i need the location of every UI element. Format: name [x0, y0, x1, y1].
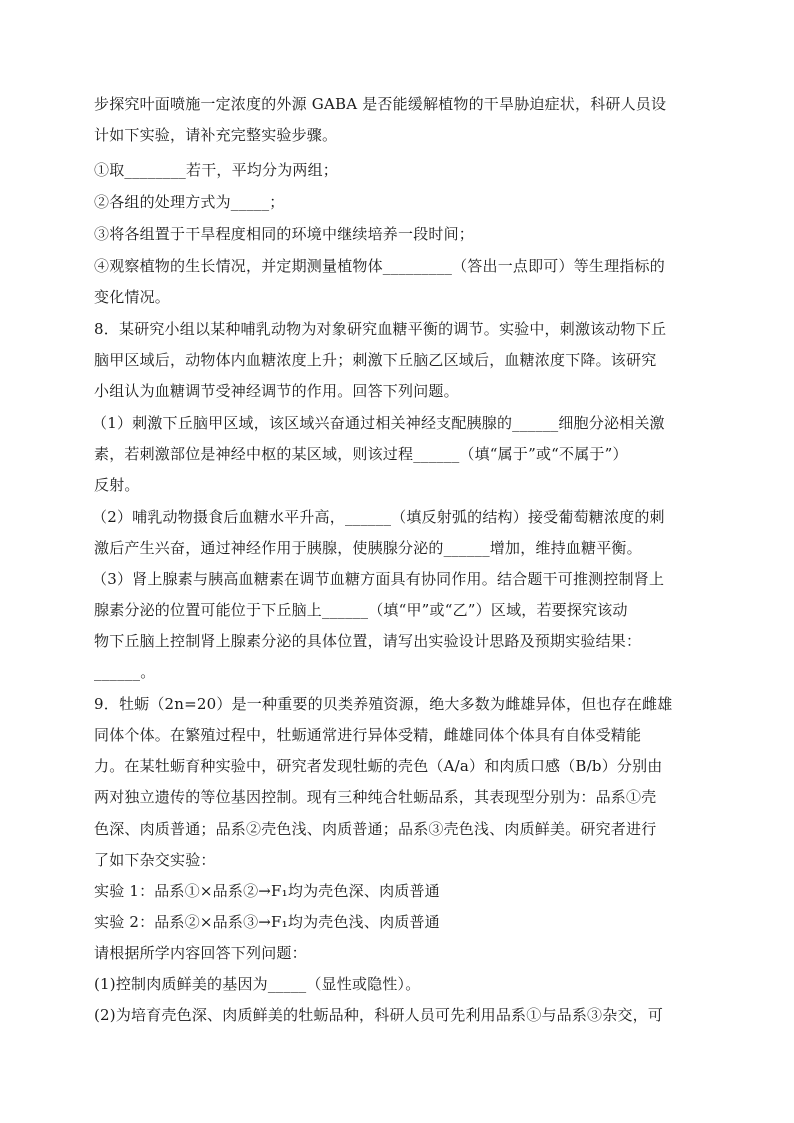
- question-8-part-2-line-1: （2）哺乳动物摄食后血糖水平升高，______（填反射弧的结构）接受葡萄糖浓度的刺: [92, 508, 665, 526]
- question-8-part-2-line-2: 激后产生兴奋，通过神经作用于胰腺，使胰腺分泌的______增加，维持血糖平衡。: [94, 539, 642, 557]
- question-8-line-2: 脑甲区域后，动物体内血糖浓度上升；刺激下丘脑乙区域后，血糖浓度下降。该研究: [94, 351, 657, 369]
- text-line-4: ②各组的处理方式为_____；: [94, 193, 285, 211]
- question-8-part-3-line-4: ______。: [94, 663, 156, 681]
- text-line-2: 计如下实验，请补充完整实验步骤。: [94, 126, 338, 144]
- question-9-part-1: (1)控制肉质鲜美的基因为_____（显性或隐性）。: [94, 975, 421, 993]
- question-9-line-2: 同体个体。在繁殖过程中，牡蛎通常进行异体受精，雌雄同体个体具有自体受精能: [94, 726, 642, 744]
- text-line-5: ③将各组置于干旱程度相同的环境中继续培养一段时间；: [94, 225, 475, 243]
- question-9-part-2: (2)为培育壳色深、肉质鲜美的牡蛎品种，科研人员可先利用品系①与品系③杂交，可: [94, 1006, 664, 1024]
- question-9-line-6: 了如下杂交实验：: [94, 851, 216, 869]
- experiment-2: 实验 2：品系②×品系③→F₁均为壳色浅、肉质普通: [94, 913, 440, 931]
- question-8-part-1-line-1: （1）刺激下丘脑甲区域，该区域兴奋通过相关神经支配胰腺的______细胞分泌相关激: [92, 414, 665, 432]
- question-8-line-1: 8．某研究小组以某种哺乳动物为对象研究血糖平衡的调节。实验中，刺激该动物下丘: [94, 320, 667, 338]
- question-8-part-3-line-3: 物下丘脑上控制肾上腺素分泌的具体位置，请写出实验设计思路及预期实验结果：: [94, 632, 642, 650]
- question-8-part-1-line-3: 反射。: [94, 476, 140, 494]
- text-line-3: ①取________若干，平均分为两组；: [94, 161, 339, 179]
- question-9-prompt: 请根据所学内容回答下列问题：: [94, 944, 307, 962]
- question-9-line-1: 9．牡蛎（2n=20）是一种重要的贝类养殖资源，绝大多数为雌雄异体，但也存在雌雄: [94, 695, 673, 713]
- text-line-1: 步探究叶面喷施一定浓度的外源 GABA 是否能缓解植物的干旱胁迫症状，科研人员设: [94, 95, 667, 113]
- question-8-part-3-line-2: 腺素分泌的位置可能位于下丘脑上______（填“甲”或“乙”）区域，若要探究该动: [94, 601, 628, 619]
- text-line-6: ④观察植物的生长情况，并定期测量植物体_________（答出一点即可）等生理指标的: [94, 257, 665, 275]
- text-line-7: 变化情况。: [94, 288, 171, 306]
- experiment-1: 实验 1：品系①×品系②→F₁均为壳色深、肉质普通: [94, 882, 440, 900]
- question-9-line-4: 两对独立遗传的等位基因控制。现有三种纯合牡蛎品系，其表现型分别为：品系①壳: [94, 788, 657, 806]
- question-9-line-3: 力。在某牡蛎育种实验中，研究者发现牡蛎的壳色（A/a）和肉质口感（B/b）分别由: [94, 757, 663, 775]
- question-9-line-5: 色深、肉质普通；品系②壳色浅、肉质普通；品系③壳色浅、肉质鲜美。研究者进行: [94, 820, 657, 838]
- question-8-part-3-line-1: （3）肾上腺素与胰高血糖素在调节血糖方面具有协同作用。结合题干可推测控制肾上: [92, 570, 665, 588]
- question-8-part-1-line-2: 素，若刺激部位是神经中枢的某区域，则该过程______（填“属于”或“不属于”）: [94, 445, 628, 463]
- question-8-line-3: 小组认为血糖调节受神经调节的作用。回答下列问题。: [94, 382, 459, 400]
